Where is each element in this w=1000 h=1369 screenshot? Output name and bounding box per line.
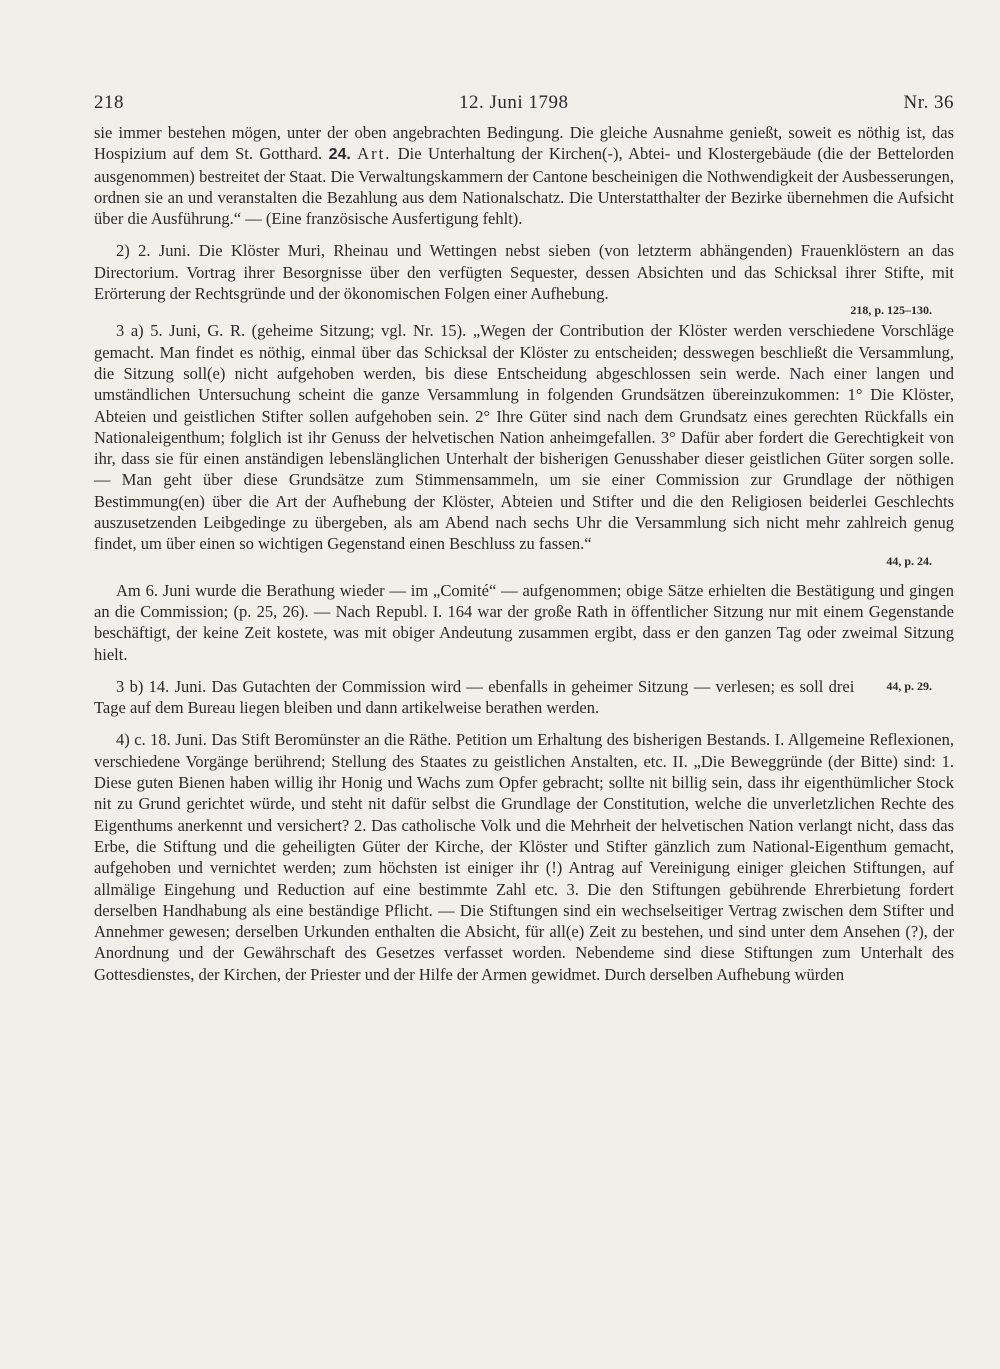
header-date: 12. Juni 1798 [459, 92, 569, 113]
paragraph-item-4: 4) c. 18. Juni. Das Stift Beromünster an die Räthe. Petition um Erhaltung des bisherigen Bestands. I. Allgemeine Reflexionen, verschiedene Vorgänge berührend; Stellung des Staates zu geistlichen Anstalten, etc. II. „Die Beweggründe (der Bitte) sind: 1. Diese guten Bienen haben willig ihr Honig und Wachs zum Opfer gebracht; sollte nit billig sein, dass ihr eigenthümlicher Stock nit zu Grund gerichtet würde, und steht nit dafür selbst die Grundlage der Constitution, welche die unverletzlichen Rechte des Eigenthums anerkennt und versichert? 2. Das catholische Volk und die Mehrheit der helvetischen Nation verlangt nicht, dass das Erbe, die Stiftung und die geheiligten Güter der Kirche, der Klöster und Stifter gänzlich zum National-Eigenthum gemacht, aufgehoben und vernichtet werden; zum höchsten ist einiger ihr (!) Antrag auf Vereinigung einiger gleichen Stiftungen, auf allmälige Eingehung und Reduction auf eine bestimmte Zahl etc. 3. Die den Stiftungen gebührende Ehrerbietung fordert derselben Handhabung als eine beständige Pflicht. — Die Stiftungen sind ein wechselseitiger Vertrag zwischen dem Stifter und Annehmer gewesen; derselben Urkunden enthalten die Absicht, für all(e) Zeit zu bestehen, und sind unter dem Ansehen (?), der Anordnung und der Gewährschaft des Gesetzes verfasset worden. Nebendeme sind diese Stiftungen zum Unterhalt des Gottesdienstes, der Kirchen, der Priester und der Hilfe der Armen gewidmet. Durch derselben Aufhebung würden [94, 730, 954, 984]
paragraph-item-3b: 44, p. 29. 3 b) 14. Juni. Das Gutachten der Commission wird — ebenfalls in geheimer Sitzung — verlesen; es soll drei Tage auf dem Bureau liegen bleiben und dann artikelweise berathen werden. [94, 676, 954, 719]
document-page [94, 92, 954, 985]
source-reference: 44, p. 24. [886, 553, 932, 568]
source-reference: 44, p. 29. [886, 678, 932, 693]
page-header [94, 92, 954, 114]
source-reference: 218, p. 125–130. [850, 303, 932, 318]
article-label: Art. [357, 144, 392, 164]
paragraph-item-2: 2) 2. Juni. Die Klöster Muri, Rheinau und Wettingen nebst sieben (von letzterm abhängenden) Frauenklöstern an das Directorium. Vortrag ihrer Besorgnisse über den verfügten Sequester, dessen Absichten und das Schicksal ihrer Stifte, mit Erörterung der Rechtsgründe und der ökonomischen Folgen einer Aufhebung. [94, 241, 954, 304]
article-number: 24. [328, 146, 351, 164]
paragraph-item-3a: 3 a) 5. Juni, G. R. (geheime Sitzung; vgl. Nr. 15). „Wegen der Contribution der Klöster werden verschiedene Vorschläge gemacht. Man findet es nöthig, einmal über das Schicksal der Klöster zu entscheiden; desswegen beschließt die Versammlung, die Sitzung soll(e) nicht aufgehoben werden, bis diese Entscheidung abgeschlossen sein werde. Nach einer langen und umständlichen Untersuchung scheint die ganze Versammlung in folgenden Grundsätzen übereinzukommen: 1° Die Klöster, Abteien und geistlichen Stifter sollen aufgehoben sein. 2° Ihre Güter sind nach dem Grundsatz eines gerechten Rückfalls ein Nationaleigenthum; folglich ist ihr Genuss der helvetischen Nation anheimgefallen. 3° Dafür aber fordert die Gerechtigkeit von ihr, dass sie für einen anständigen lebenslänglichen Unterhalt der bisherigen Genusshaber dieser geistlichen Güter sorgen solle. — Man geht über diese Grundsätze zum Stimmensammeln, um sie einer Commission zur Grundlage der nöthigen Bestimmung(en) über die Art der Aufhebung der Klöster, Abteien und Stifter und die den Religiosen beiderlei Geschlechts auszusetzenden Leibgedinge zu übergeben, als am Abend nach sechs Uhr die Versammlung sich nicht mehr zahlreich genug findet, um über einen so wichtigen Gegenstand einen Beschluss zu fassen.“ [94, 321, 954, 554]
paragraph-commentary: Am 6. Juni wurde die Berathung wieder — im „Comité“ — aufgenommen; obige Sätze erhielten die Bestätigung und gingen an die Commission; (p. 25, 26). — Nach Republ. I. 164 war der große Rath in öffentlicher Sitzung nur mit einem Gegenstande beschäftigt, der keine Zeit kostete, was mit obiger Andeutung zusammen ergibt, dass er den ganzen Tag oder zweimal Sitzung hielt. [94, 580, 954, 664]
paragraph-continuation: sie immer bestehen mögen, unter der oben angebrachten Bedingung. Die gleiche Ausnahme genießt, soweit es nöthig ist, das Hospizium auf dem St. Gotthard. 24. Art. Die Unterhaltung der Kirchen(-), Abtei- und Klostergebäude (die der Bettelorden ausgenommen) bestreitet der Staat. Die Verwaltungskammern der Cantone bescheinigen die Nothwendigkeit der Ausbesserungen, ordnen sie an und veranstalten die Bezahlung aus dem Nationalschatz. Die Unterstatthalter der Bezirke übernehmen die Aufsicht über die Ausführung.“ — (Eine französische Ausfertigung fehlt). [94, 123, 954, 229]
document-number: Nr. 36 [903, 92, 954, 113]
page-number: 218 [94, 92, 124, 113]
